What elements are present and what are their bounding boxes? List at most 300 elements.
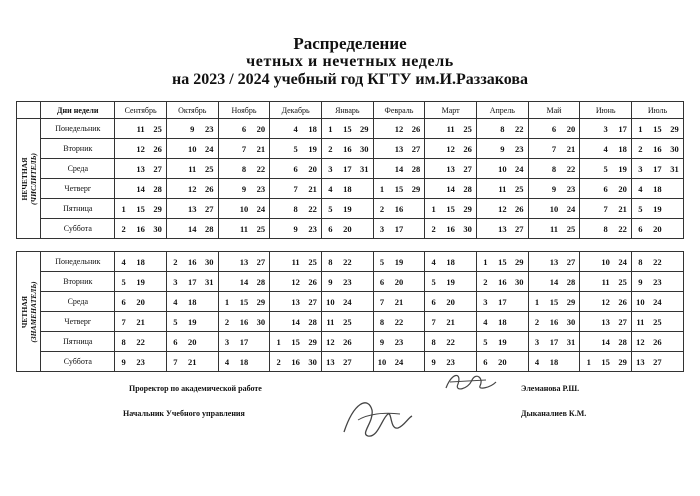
date-cell: 13 bbox=[442, 159, 459, 179]
table-row bbox=[17, 159, 684, 179]
date-cell: 2 bbox=[425, 219, 442, 239]
date-cell: 8 bbox=[545, 159, 562, 179]
date-cell: 5 bbox=[632, 199, 649, 219]
date-cell: 3 bbox=[321, 159, 338, 179]
date-cell: 30 bbox=[149, 219, 166, 239]
date-cell: 19 bbox=[304, 139, 321, 159]
table-row bbox=[17, 332, 684, 352]
table-row bbox=[17, 252, 684, 272]
table-row bbox=[17, 312, 684, 332]
date-cell bbox=[528, 119, 545, 139]
date-cell bbox=[580, 292, 597, 312]
date-cell: 2 bbox=[270, 352, 287, 372]
date-cell: 15 bbox=[132, 199, 149, 219]
date-cell: 13 bbox=[184, 199, 201, 219]
signature-title-2: Начальник Учебного управления bbox=[123, 409, 245, 418]
date-cell bbox=[528, 159, 545, 179]
date-cell: 23 bbox=[201, 119, 218, 139]
date-cell bbox=[218, 199, 235, 219]
date-cell: 2 bbox=[632, 139, 649, 159]
month-header: Октябрь bbox=[166, 102, 218, 119]
date-cell: 23 bbox=[442, 352, 459, 372]
date-cell: 5 bbox=[321, 199, 338, 219]
date-cell bbox=[459, 252, 476, 272]
date-cell: 15 bbox=[287, 332, 304, 352]
date-cell: 16 bbox=[184, 252, 201, 272]
date-cell: 2 bbox=[218, 312, 235, 332]
date-cell bbox=[270, 272, 287, 292]
date-cell: 17 bbox=[649, 159, 666, 179]
date-cell bbox=[218, 219, 235, 239]
date-cell bbox=[528, 252, 545, 272]
date-cell: 29 bbox=[356, 119, 373, 139]
date-cell bbox=[408, 272, 425, 292]
date-cell: 20 bbox=[494, 352, 511, 372]
date-cell: 19 bbox=[649, 199, 666, 219]
date-cell: 4 bbox=[632, 179, 649, 199]
date-cell bbox=[477, 159, 494, 179]
table-row bbox=[17, 139, 684, 159]
date-cell: 18 bbox=[132, 252, 149, 272]
date-cell: 31 bbox=[201, 272, 218, 292]
date-cell bbox=[477, 199, 494, 219]
date-cell bbox=[149, 312, 166, 332]
date-cell bbox=[408, 252, 425, 272]
date-cell: 8 bbox=[494, 119, 511, 139]
date-cell bbox=[115, 139, 132, 159]
date-cell: 20 bbox=[184, 332, 201, 352]
date-cell: 12 bbox=[442, 139, 459, 159]
day-name: Вторник bbox=[41, 272, 115, 292]
table-row bbox=[17, 199, 684, 219]
date-cell: 16 bbox=[442, 219, 459, 239]
date-cell: 4 bbox=[115, 252, 132, 272]
date-cell bbox=[580, 252, 597, 272]
date-cell: 25 bbox=[149, 119, 166, 139]
date-cell bbox=[511, 332, 528, 352]
date-cell bbox=[115, 179, 132, 199]
date-cell: 13 bbox=[390, 139, 407, 159]
date-cell: 29 bbox=[563, 292, 580, 312]
date-cell: 5 bbox=[115, 272, 132, 292]
date-cell: 5 bbox=[373, 252, 390, 272]
date-cell: 20 bbox=[253, 119, 270, 139]
date-cell: 17 bbox=[390, 219, 407, 239]
date-cell: 17 bbox=[184, 272, 201, 292]
date-cell: 12 bbox=[132, 139, 149, 159]
date-cell: 7 bbox=[287, 179, 304, 199]
date-cell: 16 bbox=[132, 219, 149, 239]
date-cell: 20 bbox=[442, 292, 459, 312]
date-cell: 13 bbox=[545, 252, 562, 272]
date-cell bbox=[580, 312, 597, 332]
signature-name-2: Дыканалиев К.М. bbox=[521, 409, 587, 418]
date-cell: 28 bbox=[408, 159, 425, 179]
signature-title-1: Проректор по академической работе bbox=[129, 384, 262, 393]
date-cell: 29 bbox=[459, 199, 476, 219]
date-cell: 12 bbox=[184, 179, 201, 199]
month-header: Декабрь bbox=[270, 102, 322, 119]
date-cell: 27 bbox=[511, 219, 528, 239]
date-cell bbox=[356, 312, 373, 332]
date-cell bbox=[528, 179, 545, 199]
date-cell: 4 bbox=[425, 252, 442, 272]
date-cell bbox=[356, 219, 373, 239]
date-cell: 15 bbox=[649, 119, 666, 139]
date-cell: 27 bbox=[149, 159, 166, 179]
date-cell: 24 bbox=[339, 292, 356, 312]
date-cell: 7 bbox=[597, 199, 614, 219]
date-cell: 8 bbox=[373, 312, 390, 332]
date-cell bbox=[166, 219, 183, 239]
date-cell: 18 bbox=[339, 179, 356, 199]
date-cell: 2 bbox=[373, 199, 390, 219]
title-line-2: четных и нечетных недель bbox=[246, 53, 454, 70]
date-cell: 22 bbox=[649, 252, 666, 272]
date-cell bbox=[580, 159, 597, 179]
date-cell: 27 bbox=[614, 312, 631, 332]
date-cell bbox=[425, 139, 442, 159]
date-cell: 16 bbox=[545, 312, 562, 332]
date-cell: 6 bbox=[545, 119, 562, 139]
date-cell: 30 bbox=[304, 352, 321, 372]
date-cell: 6 bbox=[632, 219, 649, 239]
date-cell: 3 bbox=[218, 332, 235, 352]
date-cell bbox=[166, 159, 183, 179]
month-header: Май bbox=[528, 102, 580, 119]
month-header: Февраль bbox=[373, 102, 425, 119]
date-cell bbox=[218, 139, 235, 159]
date-cell: 22 bbox=[563, 159, 580, 179]
date-cell: 1 bbox=[115, 199, 132, 219]
date-cell: 10 bbox=[545, 199, 562, 219]
date-cell: 15 bbox=[339, 119, 356, 139]
date-cell: 3 bbox=[528, 332, 545, 352]
date-cell: 24 bbox=[563, 199, 580, 219]
date-cell: 28 bbox=[201, 219, 218, 239]
date-cell: 17 bbox=[494, 292, 511, 312]
date-cell: 31 bbox=[563, 332, 580, 352]
date-cell: 8 bbox=[597, 219, 614, 239]
date-cell bbox=[666, 272, 684, 292]
date-cell bbox=[666, 292, 684, 312]
date-cell: 8 bbox=[632, 252, 649, 272]
date-cell bbox=[408, 312, 425, 332]
date-cell bbox=[356, 332, 373, 352]
date-cell bbox=[218, 252, 235, 272]
week-type-name: ЧЕТНАЯ bbox=[19, 295, 29, 328]
date-cell: 14 bbox=[390, 159, 407, 179]
day-name: Понедельник bbox=[41, 119, 115, 139]
date-cell: 9 bbox=[184, 119, 201, 139]
date-cell: 18 bbox=[304, 119, 321, 139]
date-cell: 4 bbox=[528, 352, 545, 372]
date-cell: 9 bbox=[632, 272, 649, 292]
date-cell: 26 bbox=[201, 179, 218, 199]
date-cell: 2 bbox=[166, 252, 183, 272]
month-header: Январь bbox=[321, 102, 373, 119]
signature-scribble-1 bbox=[440, 368, 500, 396]
date-cell: 26 bbox=[459, 139, 476, 159]
date-cell: 10 bbox=[373, 352, 390, 372]
date-cell: 27 bbox=[339, 352, 356, 372]
date-cell bbox=[166, 199, 183, 219]
date-cell bbox=[477, 179, 494, 199]
date-cell: 12 bbox=[287, 272, 304, 292]
date-cell: 6 bbox=[425, 292, 442, 312]
date-cell: 30 bbox=[666, 139, 684, 159]
date-cell: 29 bbox=[614, 352, 631, 372]
date-cell bbox=[477, 139, 494, 159]
date-cell: 1 bbox=[632, 119, 649, 139]
date-cell bbox=[528, 272, 545, 292]
date-cell: 14 bbox=[545, 272, 562, 292]
date-cell bbox=[218, 272, 235, 292]
week-type-cell bbox=[17, 252, 41, 372]
date-cell: 21 bbox=[614, 199, 631, 219]
date-cell: 14 bbox=[287, 312, 304, 332]
date-cell: 4 bbox=[477, 312, 494, 332]
date-cell: 20 bbox=[390, 272, 407, 292]
date-cell bbox=[253, 352, 270, 372]
date-cell: 1 bbox=[218, 292, 235, 312]
date-cell: 28 bbox=[563, 272, 580, 292]
date-cell: 6 bbox=[597, 179, 614, 199]
date-cell: 30 bbox=[356, 139, 373, 159]
table-row bbox=[17, 352, 684, 372]
date-cell: 10 bbox=[597, 252, 614, 272]
month-header: Март bbox=[425, 102, 477, 119]
date-cell: 10 bbox=[184, 139, 201, 159]
date-cell: 6 bbox=[287, 159, 304, 179]
date-cell: 9 bbox=[545, 179, 562, 199]
date-cell: 8 bbox=[287, 199, 304, 219]
date-cell: 18 bbox=[494, 312, 511, 332]
date-cell: 10 bbox=[321, 292, 338, 312]
date-cell: 24 bbox=[201, 139, 218, 159]
date-cell: 13 bbox=[597, 312, 614, 332]
date-cell: 22 bbox=[253, 159, 270, 179]
date-cell: 16 bbox=[339, 139, 356, 159]
day-name: Среда bbox=[41, 292, 115, 312]
date-cell bbox=[425, 159, 442, 179]
date-cell: 21 bbox=[563, 139, 580, 159]
date-cell: 19 bbox=[184, 312, 201, 332]
date-cell bbox=[356, 292, 373, 312]
date-cell bbox=[425, 179, 442, 199]
date-cell: 4 bbox=[166, 292, 183, 312]
day-name: Пятница bbox=[41, 332, 115, 352]
group-header-cell bbox=[17, 102, 41, 119]
date-cell bbox=[563, 352, 580, 372]
date-cell: 18 bbox=[184, 292, 201, 312]
date-cell: 23 bbox=[563, 179, 580, 199]
date-cell: 29 bbox=[408, 179, 425, 199]
date-cell: 22 bbox=[132, 332, 149, 352]
days-header: Дни недели bbox=[41, 102, 115, 119]
date-cell: 29 bbox=[666, 119, 684, 139]
week-type-label bbox=[20, 281, 38, 342]
date-cell: 25 bbox=[339, 312, 356, 332]
date-cell bbox=[580, 139, 597, 159]
date-cell bbox=[408, 332, 425, 352]
date-cell bbox=[580, 119, 597, 139]
date-cell bbox=[270, 179, 287, 199]
month-header: Ноябрь bbox=[218, 102, 270, 119]
date-cell: 3 bbox=[373, 219, 390, 239]
date-cell bbox=[528, 199, 545, 219]
date-cell: 24 bbox=[511, 159, 528, 179]
date-cell bbox=[218, 159, 235, 179]
date-cell: 2 bbox=[321, 139, 338, 159]
date-cell: 4 bbox=[321, 179, 338, 199]
date-cell: 31 bbox=[666, 159, 684, 179]
date-cell: 28 bbox=[614, 332, 631, 352]
date-cell bbox=[115, 159, 132, 179]
date-cell: 22 bbox=[339, 252, 356, 272]
date-cell bbox=[666, 352, 684, 372]
date-cell: 21 bbox=[184, 352, 201, 372]
date-cell: 2 bbox=[528, 312, 545, 332]
date-cell: 26 bbox=[649, 332, 666, 352]
date-cell: 8 bbox=[115, 332, 132, 352]
date-cell: 18 bbox=[235, 352, 252, 372]
date-cell: 18 bbox=[442, 252, 459, 272]
date-cell: 11 bbox=[132, 119, 149, 139]
date-cell bbox=[270, 159, 287, 179]
date-cell bbox=[477, 219, 494, 239]
date-cell: 10 bbox=[632, 292, 649, 312]
date-cell: 26 bbox=[408, 119, 425, 139]
date-cell bbox=[666, 179, 684, 199]
table-row bbox=[17, 292, 684, 312]
date-cell bbox=[270, 139, 287, 159]
date-cell bbox=[166, 179, 183, 199]
date-cell bbox=[580, 179, 597, 199]
date-cell: 30 bbox=[459, 219, 476, 239]
date-cell: 6 bbox=[321, 219, 338, 239]
date-cell: 23 bbox=[390, 332, 407, 352]
day-name: Пятница bbox=[41, 199, 115, 219]
date-cell: 14 bbox=[184, 219, 201, 239]
date-cell: 17 bbox=[235, 332, 252, 352]
date-cell: 30 bbox=[563, 312, 580, 332]
date-cell bbox=[115, 119, 132, 139]
date-cell: 20 bbox=[339, 219, 356, 239]
date-cell bbox=[666, 219, 684, 239]
date-cell: 17 bbox=[545, 332, 562, 352]
date-cell bbox=[149, 292, 166, 312]
date-cell bbox=[580, 199, 597, 219]
date-cell: 24 bbox=[614, 252, 631, 272]
table-row bbox=[17, 179, 684, 199]
date-cell bbox=[580, 219, 597, 239]
date-cell bbox=[166, 139, 183, 159]
date-cell bbox=[201, 312, 218, 332]
date-cell: 3 bbox=[597, 119, 614, 139]
date-cell: 11 bbox=[442, 119, 459, 139]
date-cell: 24 bbox=[390, 352, 407, 372]
date-cell: 29 bbox=[253, 292, 270, 312]
month-header: Апрель bbox=[477, 102, 529, 119]
date-cell bbox=[459, 292, 476, 312]
date-cell: 16 bbox=[494, 272, 511, 292]
date-cell: 27 bbox=[304, 292, 321, 312]
date-cell: 15 bbox=[545, 292, 562, 312]
date-cell: 12 bbox=[390, 119, 407, 139]
separator-cell bbox=[17, 239, 684, 252]
date-cell: 25 bbox=[253, 219, 270, 239]
date-cell: 25 bbox=[511, 179, 528, 199]
date-cell: 2 bbox=[115, 219, 132, 239]
date-cell: 19 bbox=[614, 159, 631, 179]
date-cell bbox=[201, 332, 218, 352]
date-cell: 11 bbox=[235, 219, 252, 239]
date-cell: 28 bbox=[304, 312, 321, 332]
date-cell: 7 bbox=[373, 292, 390, 312]
week-type-sub: (ЧИСЛИТЕЛЬ) bbox=[28, 152, 38, 205]
date-cell bbox=[201, 352, 218, 372]
date-cell: 12 bbox=[597, 292, 614, 312]
date-cell: 28 bbox=[149, 179, 166, 199]
date-cell: 7 bbox=[235, 139, 252, 159]
date-cell: 19 bbox=[494, 332, 511, 352]
date-cell: 1 bbox=[425, 199, 442, 219]
date-cell: 10 bbox=[494, 159, 511, 179]
date-cell: 26 bbox=[339, 332, 356, 352]
week-type-sub: (ЗНАМЕНАТЕЛЬ) bbox=[28, 280, 38, 343]
date-cell: 27 bbox=[201, 199, 218, 219]
date-cell: 9 bbox=[287, 219, 304, 239]
date-cell: 15 bbox=[442, 199, 459, 219]
date-cell: 11 bbox=[321, 312, 338, 332]
date-cell: 6 bbox=[235, 119, 252, 139]
date-cell: 21 bbox=[390, 292, 407, 312]
date-cell: 11 bbox=[597, 272, 614, 292]
date-cell: 24 bbox=[253, 199, 270, 219]
date-cell bbox=[373, 139, 390, 159]
date-cell: 25 bbox=[649, 312, 666, 332]
date-cell: 22 bbox=[511, 119, 528, 139]
date-cell bbox=[408, 219, 425, 239]
date-cell: 23 bbox=[339, 272, 356, 292]
date-cell: 16 bbox=[235, 312, 252, 332]
date-cell: 1 bbox=[373, 179, 390, 199]
date-cell bbox=[459, 272, 476, 292]
date-cell: 9 bbox=[321, 272, 338, 292]
date-cell: 25 bbox=[563, 219, 580, 239]
date-cell: 12 bbox=[494, 199, 511, 219]
date-cell: 4 bbox=[287, 119, 304, 139]
date-cell: 28 bbox=[253, 272, 270, 292]
date-cell: 5 bbox=[477, 332, 494, 352]
date-cell bbox=[408, 292, 425, 312]
date-cell: 27 bbox=[253, 252, 270, 272]
date-cell: 22 bbox=[390, 312, 407, 332]
date-cell: 2 bbox=[477, 272, 494, 292]
date-cell: 9 bbox=[235, 179, 252, 199]
date-cell bbox=[408, 352, 425, 372]
date-cell: 29 bbox=[304, 332, 321, 352]
date-cell: 22 bbox=[614, 219, 631, 239]
date-cell bbox=[356, 352, 373, 372]
date-cell: 21 bbox=[132, 312, 149, 332]
date-cell: 19 bbox=[390, 252, 407, 272]
date-cell bbox=[166, 119, 183, 139]
date-cell: 27 bbox=[649, 352, 666, 372]
date-cell bbox=[270, 292, 287, 312]
date-cell: 1 bbox=[528, 292, 545, 312]
